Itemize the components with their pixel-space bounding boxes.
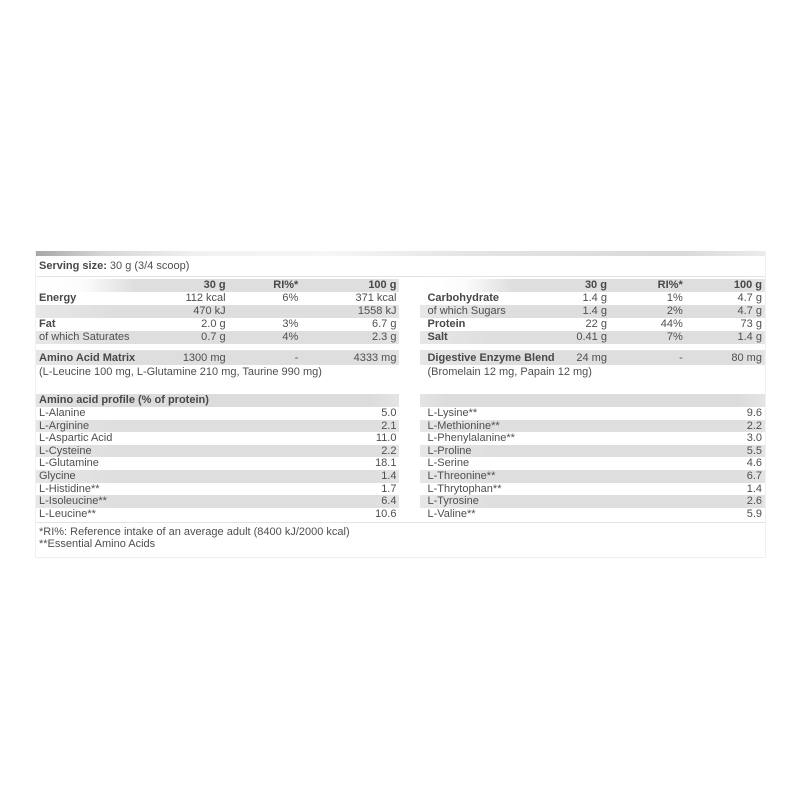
amino-row [420,432,765,445]
value-per-30g: 0.41 g [576,331,607,343]
digestive-enzyme-blend-row [420,351,765,365]
nutrient-label: Carbohydrate [427,292,500,304]
amino-name: L-Glutamine [39,457,99,470]
amino-value: 5.9 [746,507,762,520]
amino-row [420,483,765,496]
blend-per-100g: 80 mg [731,352,762,364]
amino-name: L-Tyrosine [427,495,479,508]
nutrient-row [36,331,399,344]
value-per-30g: 2.0 g [201,318,226,330]
header-per-30g: 30 g [584,279,607,291]
nutrient-rows [36,292,399,344]
amino-row [36,445,399,458]
amino-value: 2.2 [381,444,397,457]
nutrient-row [420,318,765,331]
amino-row [420,407,765,420]
header-per-100g: 100 g [733,279,762,291]
value-per-30g: 1.4 g [582,305,607,317]
amino-acid-matrix-ingredients: (L-Leucine 100 mg, L-Glutamine 210 mg, Taurine 990 mg) [39,366,322,378]
blend-per-30g: 1300 mg [182,352,226,364]
amino-column-right [420,394,765,520]
amino-rows [36,407,399,520]
amino-name: L-Thrytophan** [427,482,502,495]
amino-value: 2.2 [746,419,762,432]
amino-value: 3.0 [746,432,762,445]
amino-value: 18.1 [375,457,397,470]
value-per-100g: 4.7 g [737,305,762,317]
serving-size-row [36,256,765,277]
amino-value: 11.0 [375,432,397,445]
amino-profile-header-bar [420,394,765,407]
value-ri-percent: 6% [282,292,299,304]
amino-value: 6.7 [746,469,762,482]
amino-rows [420,407,765,520]
value-per-100g: 1558 kJ [357,305,397,317]
serving-size-label: Serving size: [39,260,107,272]
amino-value: 5.5 [746,444,762,457]
nutrient-rows [420,292,765,344]
footnote-essential: **Essential Amino Acids [39,538,156,551]
nutrient-row [36,305,399,318]
amino-row [36,420,399,433]
amino-value: 4.6 [746,457,762,470]
amino-column-left [36,394,399,520]
amino-name: L-Cysteine [39,444,92,457]
value-ri-percent: 44% [660,318,683,330]
blend-label: Amino Acid Matrix [39,352,136,364]
amino-name: L-Aspartic Acid [39,432,113,445]
section-divider [420,344,765,351]
amino-value: 5.0 [381,407,397,419]
amino-value: 1.7 [381,482,397,495]
nutrient-row [36,292,399,305]
header-per-100g: 100 g [368,279,397,291]
amino-value: 2.6 [746,495,762,508]
amino-name: L-Isoleucine** [39,495,107,508]
nutrient-row [420,292,765,305]
amino-value: 10.6 [375,507,397,520]
amino-row [36,432,399,445]
nutrient-label: of which Saturates [39,331,130,343]
amino-name: L-Histidine** [39,482,100,495]
amino-acid-profile-section [36,394,765,520]
amino-name: L-Arginine [39,419,90,432]
nutrient-label: Protein [427,318,466,330]
nutrient-row [36,318,399,331]
value-per-30g: 22 g [585,318,607,330]
value-per-100g: 1.4 g [737,331,762,343]
nutrient-row [420,305,765,318]
amino-row [420,508,765,521]
amino-value: 2.1 [381,419,397,432]
amino-row [36,457,399,470]
amino-name: L-Methionine** [427,419,500,432]
value-per-30g: 0.7 g [201,331,226,343]
amino-value: 9.6 [746,407,762,419]
column-header-row [420,279,765,292]
amino-name: L-Valine** [427,507,476,520]
value-per-100g: 371 kcal [355,292,397,304]
amino-name: L-Phenylalanine** [427,432,515,445]
amino-name: L-Leucine** [39,507,96,520]
value-ri-percent: 4% [282,331,299,343]
amino-name: L-Alanine [39,407,86,419]
nutrition-column-left [36,279,399,380]
value-per-100g: 2.3 g [371,331,397,343]
value-per-30g: 112 kcal [185,292,226,304]
column-header-row [36,279,399,292]
amino-row [36,508,399,521]
amino-profile-title: Amino acid profile (% of protein) [36,394,399,407]
header-ri-percent: RI%* [657,279,683,291]
amino-row [420,470,765,483]
blend-ri-percent: - [679,352,683,364]
nutrient-row [420,331,765,344]
value-per-30g: 1.4 g [582,292,607,304]
amino-name: Glycine [39,469,76,482]
blend-label: Digestive Enzyme Blend [427,352,555,364]
value-ri-percent: 7% [666,331,683,343]
digestive-enzyme-blend-ingredients: (Bromelain 12 mg, Papain 12 mg) [427,366,592,378]
amino-row [420,495,765,508]
value-per-100g: 73 g [740,318,762,330]
amino-row [36,483,399,496]
amino-acid-matrix-row [36,351,399,365]
blend-per-100g: 4333 mg [353,352,397,364]
value-per-100g: 6.7 g [371,318,397,330]
value-ri-percent: 1% [666,292,683,304]
nutrient-label: Fat [39,318,56,330]
amino-name: L-Serine [427,457,470,470]
amino-row [420,445,765,458]
serving-size-value: 30 g (3/4 scoop) [106,260,190,272]
header-per-30g: 30 g [203,279,226,291]
amino-name: L-Proline [427,444,472,457]
value-per-100g: 4.7 g [737,292,762,304]
amino-name: L-Threonine** [427,469,496,482]
nutrient-label: Energy [39,292,77,304]
amino-name: L-Lysine** [427,407,478,419]
amino-row [36,495,399,508]
nutrition-column-right [420,279,765,380]
amino-row [420,420,765,433]
amino-row [36,470,399,483]
amino-value: 1.4 [746,482,762,495]
nutrient-label: Salt [427,331,448,343]
footnotes [36,522,765,552]
nutrition-columns [36,279,765,380]
blend-ri-percent: - [294,352,299,364]
amino-value: 6.4 [381,495,397,508]
value-ri-percent: 2% [666,305,683,317]
blend-per-30g: 24 mg [576,352,607,364]
value-ri-percent: 3% [282,318,299,330]
footnote-ri: *RI%: Reference intake of an average adult (8400 kJ/2000 kcal) [39,526,350,539]
value-per-30g: 470 kJ [193,305,226,317]
section-divider [36,344,399,351]
header-ri-percent: RI%* [273,279,299,291]
amino-row [420,457,765,470]
nutrition-facts-table [35,251,766,558]
nutrient-label: of which Sugars [427,305,506,317]
amino-value: 1.4 [381,469,397,482]
amino-row [36,407,399,420]
